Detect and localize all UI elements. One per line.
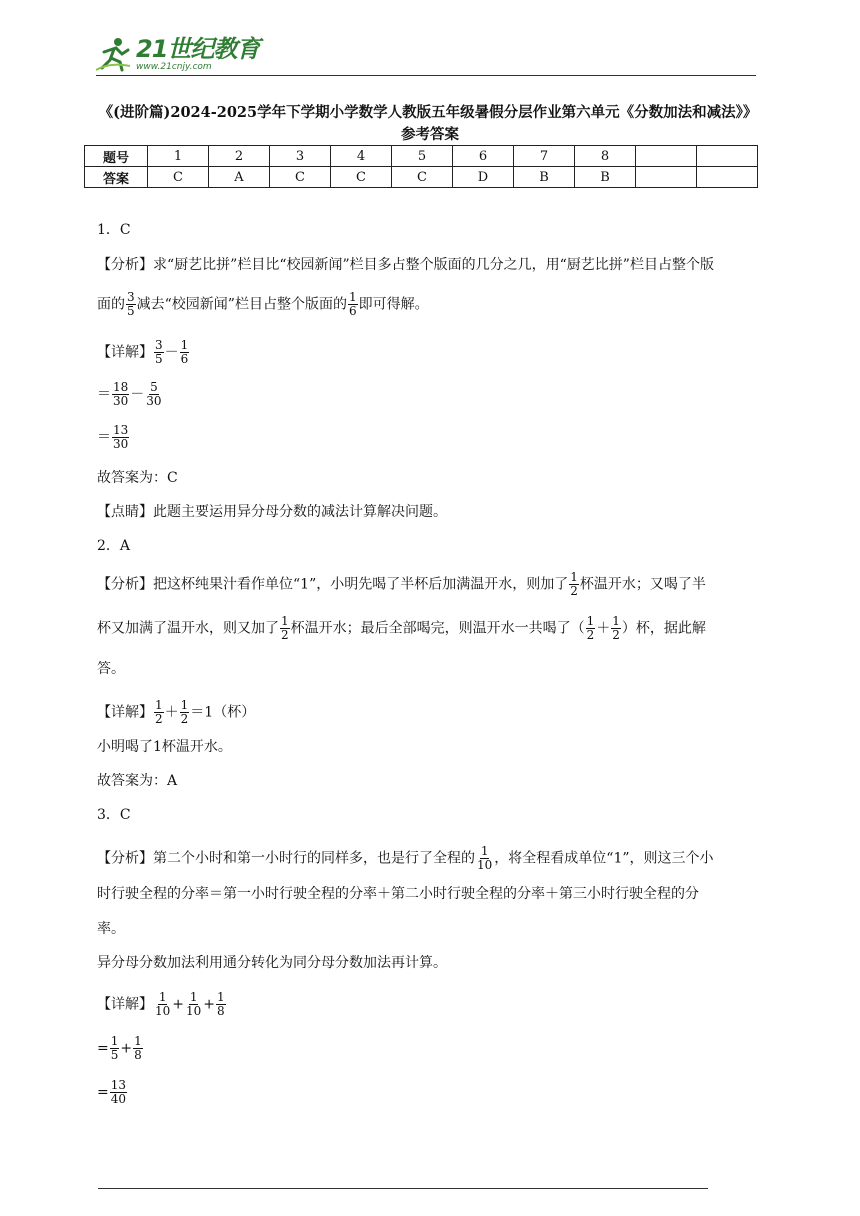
table-cell: B: [514, 167, 575, 188]
q3-heading: 3．C: [97, 807, 131, 823]
fraction: $\frac{1}{6}$: [348, 290, 357, 318]
q1-point: 【点睛】此题主要运用异分母分数的减法计算解决问题。: [97, 504, 447, 520]
fraction: $\frac{3}{5}$: [127, 290, 135, 318]
answer-table: [84, 145, 758, 188]
table-cell: C: [270, 167, 331, 188]
q1-analysis-line1: 【分析】求“厨艺比拼”栏目比“校园新闻”栏目多占整个版面的几分之几，用“厨艺比拼”栏目占整个版: [97, 257, 714, 273]
table-cell: C: [392, 167, 453, 188]
q2-detail: 【详解】 $\frac{1}{2}$ ＋ $\frac{1}{2}$ ＝1（杯）: [97, 698, 256, 726]
table-cell: C: [331, 167, 392, 188]
q2-analysis-line1: 【分析】把这杯纯果汁看作单位“1”，小明先喝了半杯后加满温开水，则加了 $\frac{1}{2}$ 杯温开水；又喝了半: [97, 570, 706, 598]
table-cell: A: [209, 167, 270, 188]
q1-heading: 1．C: [97, 222, 131, 238]
table-cell: [697, 146, 758, 167]
q1-step2: ＝ $\frac{18}{30}$ － $\frac{5}{30}$: [97, 380, 162, 408]
q3-analysis-line3: 率。: [97, 921, 125, 937]
q1-analysis-line2: 面的 $\frac{3}{5}$ 减去“校园新闻”栏目占整个版面的 $\frac{1}{6}$ 即可得解。: [97, 290, 429, 318]
table-cell: 2: [209, 146, 270, 167]
table-cell: [636, 146, 697, 167]
table-cell: 5: [392, 146, 453, 167]
table-cell: [697, 167, 758, 188]
table-header-cell: 答案: [85, 167, 148, 188]
q3-step3: = $\frac{13}{40}$: [97, 1078, 127, 1106]
table-cell: 7: [514, 146, 575, 167]
footer-divider: [98, 1188, 708, 1189]
q2-analysis-line2: 杯又加满了温开水，则又加了 $\frac{1}{2}$ 杯温开水；最后全部喝完，则温开水一共喝了（ $\frac{1}{2}$ ＋ $\frac{1}{2}$ ）杯，据此解: [97, 614, 706, 642]
q3-detail: 【详解】 $\frac{1}{10}$ + $\frac{1}{10}$ + $\frac{1}{8}$: [97, 990, 225, 1018]
table-cell: 4: [331, 146, 392, 167]
q2-heading: 2．A: [97, 538, 131, 554]
table-cell: 8: [575, 146, 636, 167]
table-cell: C: [148, 167, 209, 188]
q3-analysis-line2: 时行驶全程的分率＝第一小时行驶全程的分率＋第二小时行驶全程的分率＋第三小时行驶全程的分: [97, 886, 699, 902]
q3-analysis-line4: 异分母分数加法利用通分转化为同分母分数加法再计算。: [97, 955, 447, 971]
q2-answer: 故答案为：A: [97, 773, 178, 789]
q1-step3: ＝ $\frac{13}{30}$: [97, 423, 129, 451]
logo-name: 21世纪教育: [136, 34, 260, 63]
table-cell: 3: [270, 146, 331, 167]
table-cell: 6: [453, 146, 514, 167]
q3-analysis-line1: 【分析】第二个小时和第一小时行的同样多，也是行了全程的 $\frac{1}{10}$ ，将全程看成单位“1”，则这三个小: [97, 844, 714, 872]
q2-analysis-line3: 答。: [97, 661, 125, 677]
q1-detail: 【详解】 $\frac{3}{5}$ － $\frac{1}{6}$: [97, 338, 189, 366]
table-header-cell: 题号: [85, 146, 148, 167]
document-subtitle: 参考答案: [401, 126, 459, 143]
table-cell: D: [453, 167, 514, 188]
header-divider: [96, 75, 756, 76]
runner-logo-icon: [96, 36, 130, 72]
table-cell: B: [575, 167, 636, 188]
table-row: [85, 167, 758, 188]
document-title: 《(进阶篇)2024-2025学年下学期小学数学人教版五年级暑假分层作业第六单元《分数加法和减法》》: [98, 104, 758, 121]
table-cell: 1: [148, 146, 209, 167]
q3-step2: = $\frac{1}{5}$ + $\frac{1}{8}$: [97, 1034, 142, 1062]
q2-detail-line2: 小明喝了1杯温开水。: [97, 739, 232, 755]
logo-url: www.21cnjy.com: [136, 61, 212, 72]
table-cell: [636, 167, 697, 188]
table-row: [85, 146, 758, 167]
logo: [96, 36, 259, 72]
q1-answer: 故答案为：C: [97, 470, 178, 486]
